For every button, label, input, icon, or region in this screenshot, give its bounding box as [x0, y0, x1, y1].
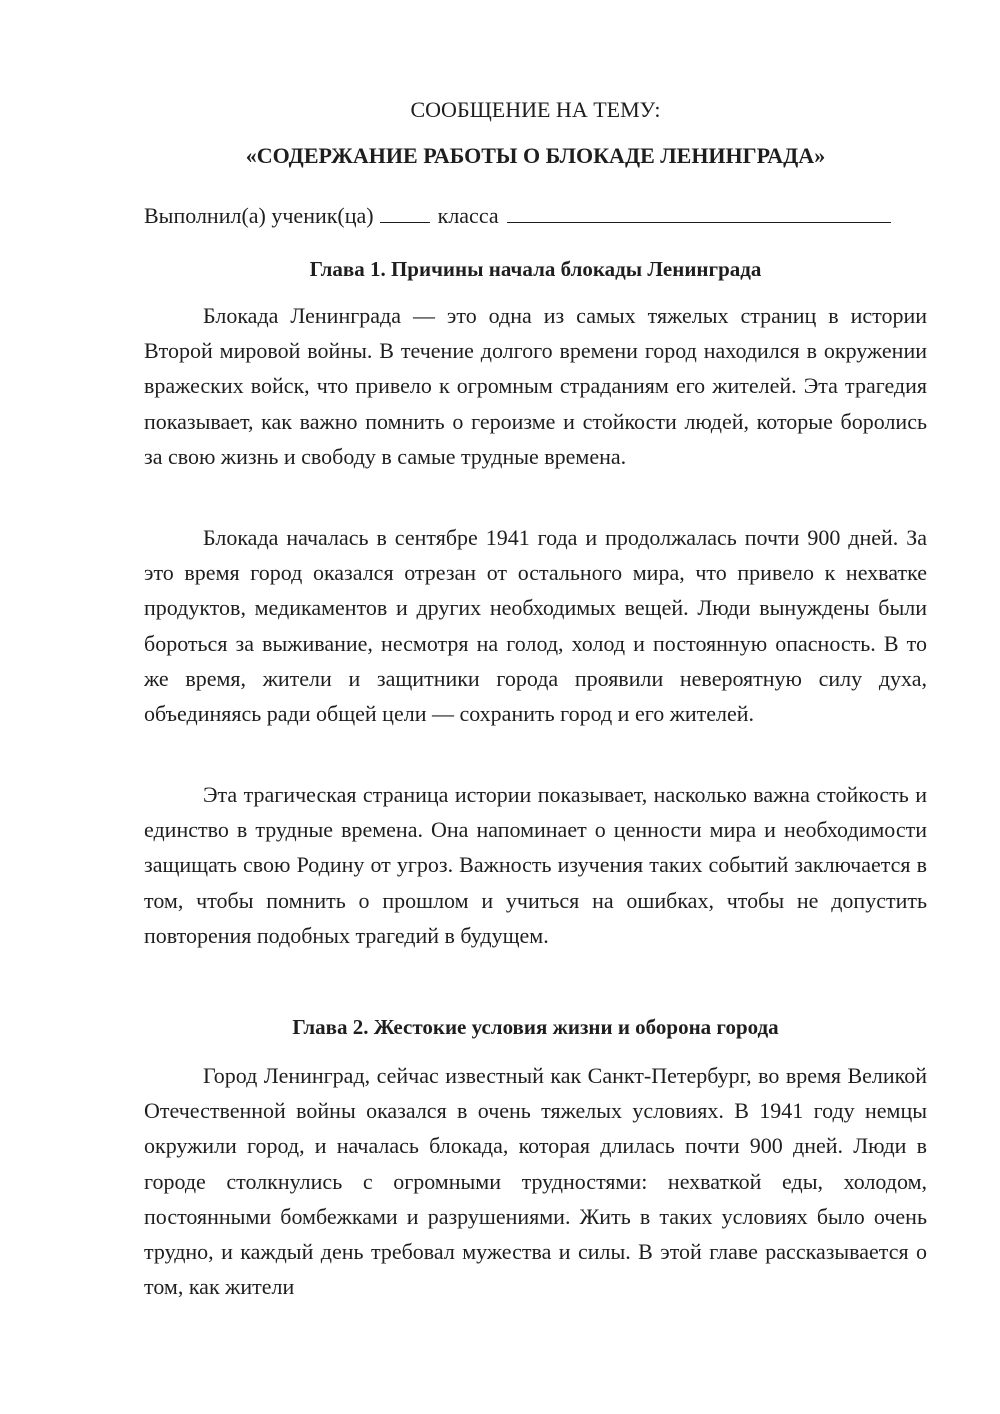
chapter-1-paragraph-2: Блокада началась в сентябре 1941 года и продолжалась почти 900 дней. За это время город оказался отрезан от остального мира, что привело к нехватке продуктов, медикаментов и других необходимых вещей. Люди вынуждены были бороться за выживание, несмотря на голод, холод и постоянную опасность. В то же время, жители и защитники города проявили невероятную силу духа, объединяясь ради общей цели — сохранить город и его жителей. [144, 525, 927, 727]
class-label: класса [437, 203, 499, 228]
chapter-2-paragraph-1: Город Ленинград, сейчас известный как Санкт-Петербург, во время Великой Отечественной войны оказался в очень тяжелых условиях. В 1941 году немцы окружили город, и началась блокада, которая длилась почти 900 дней. Люди в городе столкнулись с огромными трудностями: нехваткой еды, холодом, постоянными бомбежками и разрушениями. Жить в таких условиях было очень трудно, и каждый день требовал мужества и силы. В этой главе рассказывается о том, как жители [144, 1063, 927, 1300]
class-blank-field [507, 200, 891, 223]
chapter-1-paragraph-3: Эта трагическая страница истории показывает, насколько важна стойкость и единство в трудные времена. Она напоминает о ценности мира и необходимости защищать свою Родину от угроз. Важность изучения таких событий заключается в том, чтобы помнить о прошлом и учиться на ошибках, чтобы не допустить повторения подобных трагедий в будущем. [144, 782, 927, 948]
chapter-2-title: Глава 2. Жестокие условия жизни и оборона города [292, 1015, 779, 1039]
chapter-1-paragraph-1: Блокада Ленинграда — это одна из самых тяжелых страниц в истории Второй мировой войны. В течение долгого времени город находился в окружении вражеских войск, что привело к огромным страданиям его жителей. Эта трагедия показывает, как важно помнить о героизме и стойкости людей, которые боролись за свою жизнь и свободу в самые трудные времена. [144, 303, 927, 469]
document-heading-topic: СООБЩЕНИЕ НА ТЕМУ: [410, 97, 661, 122]
chapter-1-title: Глава 1. Причины начала блокады Ленинграда [309, 257, 762, 281]
signature-prefix: Выполнил(а) ученик(ца) [144, 203, 374, 228]
grade-blank-field [380, 200, 430, 223]
document-heading-title: «СОДЕРЖАНИЕ РАБОТЫ О БЛОКАДЕ ЛЕНИНГРАДА» [245, 143, 826, 168]
student-signature-line [144, 200, 927, 230]
